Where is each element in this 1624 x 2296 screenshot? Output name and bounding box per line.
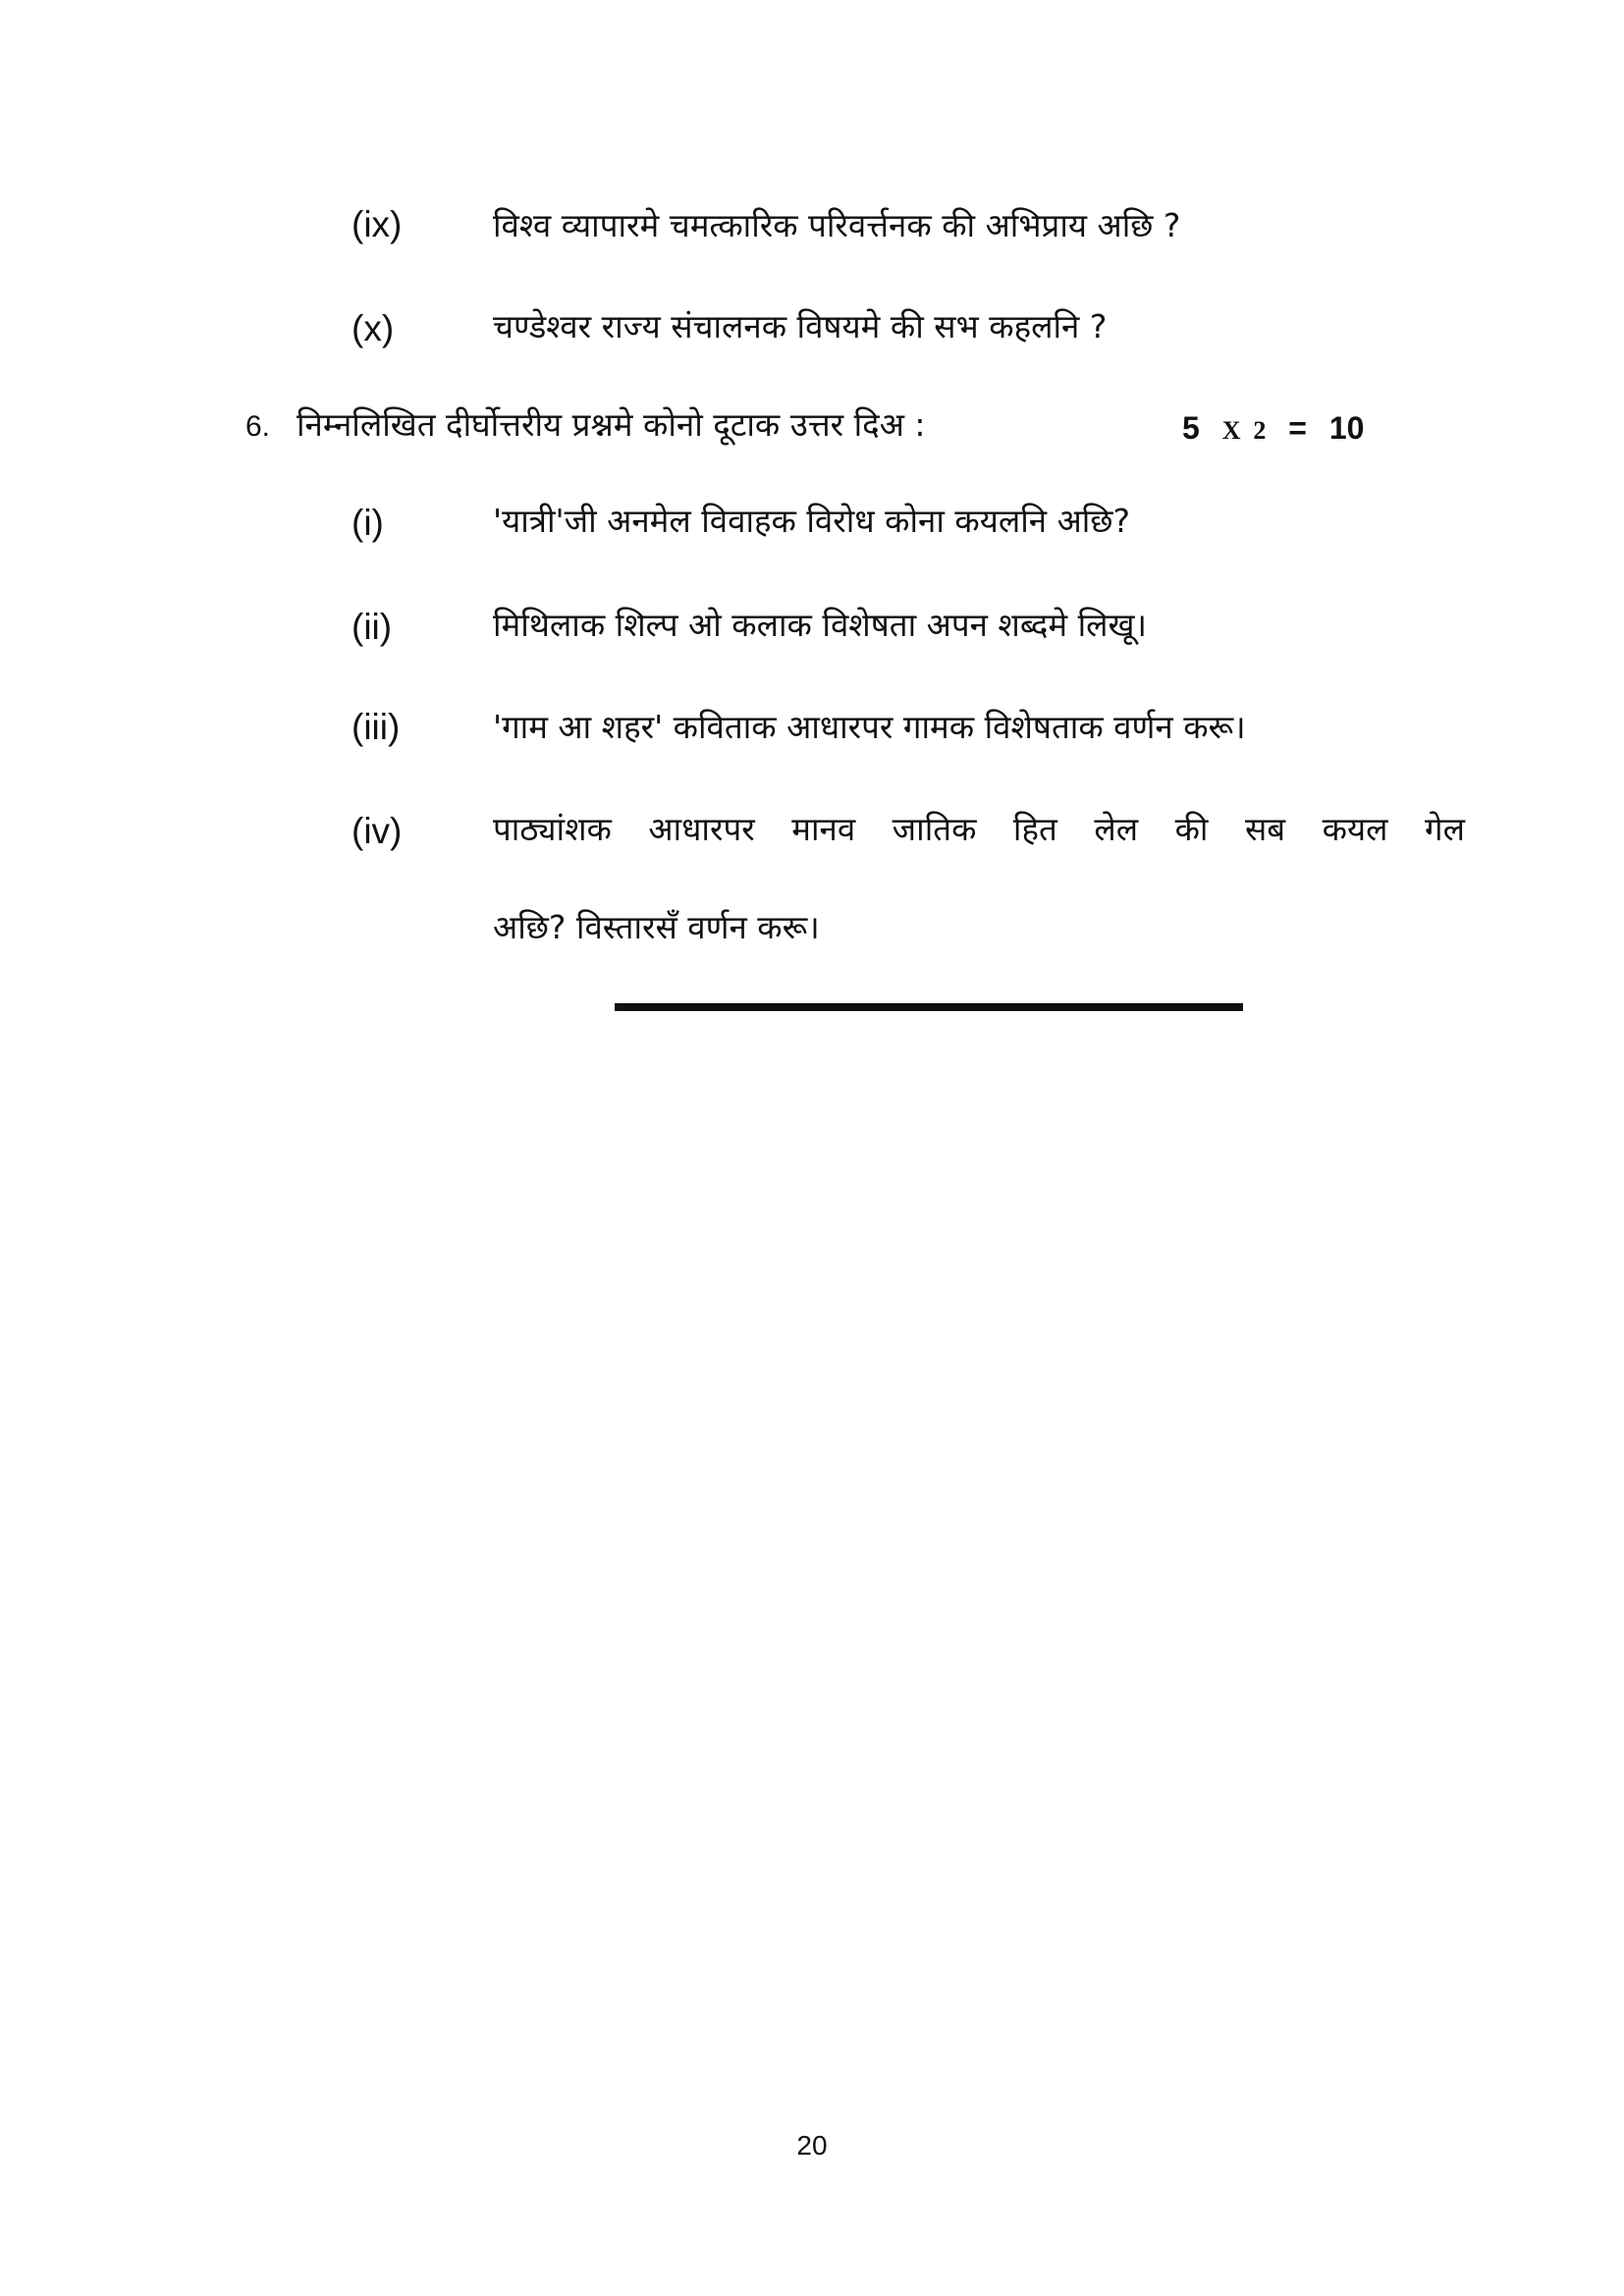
page-number: 20 — [796, 2130, 828, 2161]
item-text: मिथिलाक शिल्प ओ कलाक विशेषता अपन शब्दमे लिखू। — [493, 606, 1148, 644]
marks-equals: = — [1288, 410, 1307, 446]
marks-each: 5 — [1182, 410, 1200, 446]
marks-total: 10 — [1328, 410, 1365, 446]
item-text: विश्व व्यापारमे चमत्कारिक परिवर्त्तनक की अभिप्राय अछि ? — [493, 206, 1181, 244]
item-text: 'गाम आ शहर' कविताक आधारपर गामक विशेषताक वर्णन करू। — [493, 708, 1246, 746]
item-number: (iv) — [352, 811, 403, 851]
item-text: पाठ्यांशक आधारपर मानव जातिक हित लेल की सब कयल गेल — [493, 810, 1465, 848]
item-text: चण्डेश्वर राज्य संचालनक विषयमे की सभ कहलनि ? — [493, 307, 1108, 346]
item-text-continued: अछि? विस्तारसँ वर्णन करू। — [493, 908, 820, 946]
question-instruction: निम्नलिखित दीर्घोत्तरीय प्रश्नमे कोनो दूटाक उत्तर दिअ : — [297, 405, 926, 444]
item-number: (x) — [352, 308, 395, 348]
marks-times: X — [1221, 416, 1241, 445]
marks-count: 2 — [1253, 416, 1267, 445]
item-number: (iii) — [352, 707, 401, 747]
item-number: (ii) — [352, 607, 393, 647]
question-number: 6. — [245, 410, 271, 443]
marks-allocation — [1182, 412, 1364, 444]
item-number: (ix) — [352, 204, 403, 244]
end-of-section-rule — [615, 1003, 1243, 1011]
item-number: (i) — [352, 503, 384, 543]
item-text: 'यात्री'जी अनमेल विवाहक विरोध कोना कयलनि अछि? — [493, 502, 1130, 540]
